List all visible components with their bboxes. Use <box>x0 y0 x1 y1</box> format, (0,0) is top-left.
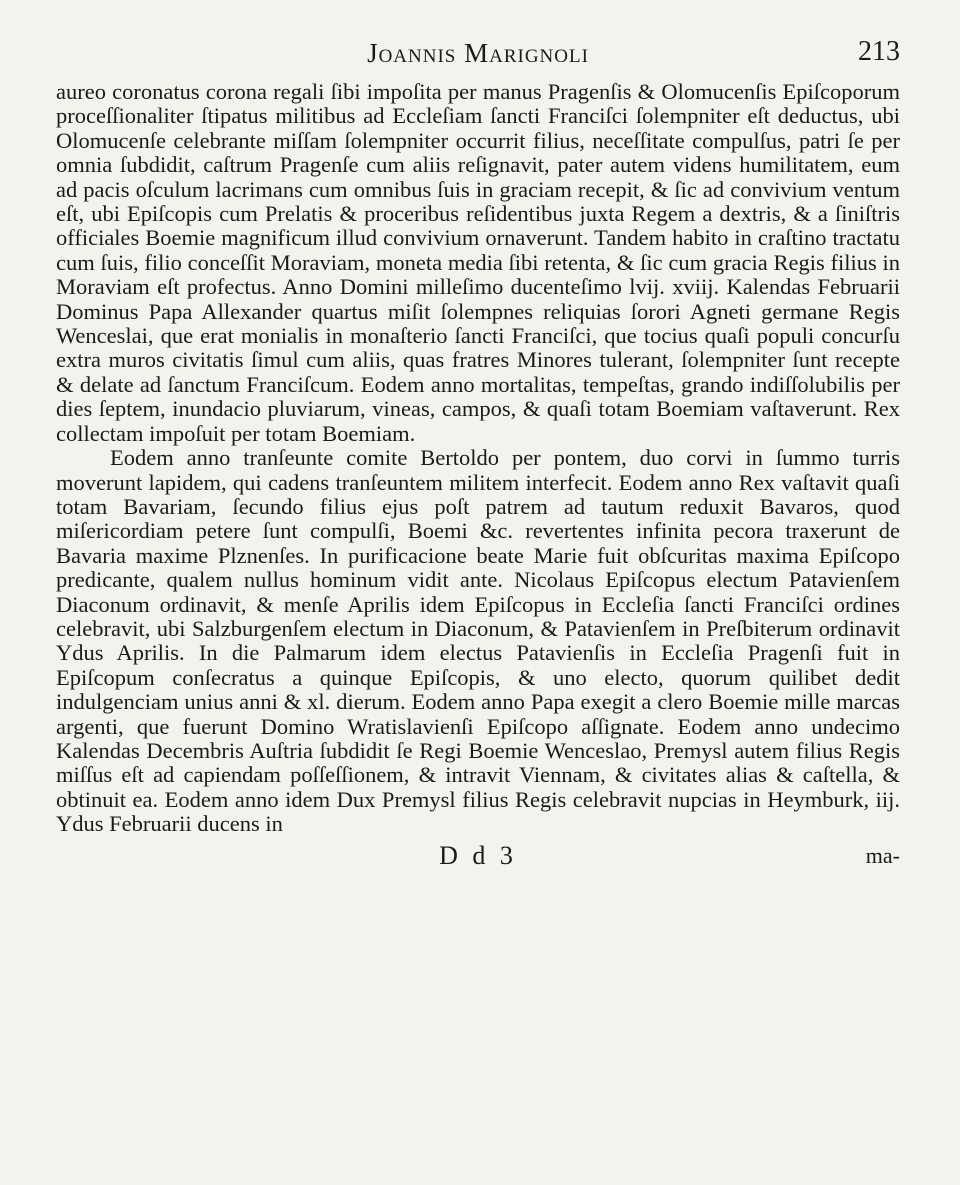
paragraph-1: aureo coronatus corona regali ſibi impoſita per manus Pragenſis & Olomucenſis Epiſcoporum proceſſionaliter ſtipatus militibus ad Eccleſiam ſancti Franciſci ſolempniter eſt deductus, ubi Olomucenſe celebrante miſſam ſolempniter occurrit filius, neceſſitate compulſus, patri ſe per omnia ſubdidit, caſtrum Pragenſe cum aliis reſignavit, pater autem videns humilitatem, eum ad pacis oſculum lacrimans cum omnibus ſuis in graciam recepit, & ſic ad convivium ventum eſt, ubi Epiſcopis cum Prelatis & proceribus reſidentibus juxta Regem a dextris, & a ſiniſtris officiales Boemie magnificum illud convivium ornaverunt. Tandem habito in craſtino tractatu cum ſuis, filio conceſſit Moraviam, moneta media ſibi retenta, & ſic cum gracia Regis filius in Moraviam eſt profectus. Anno Domini milleſimo ducenteſimo lvij. xviij. Kalendas Februarii Dominus Papa Allexander quartus miſit ſolempnes reliquias ſorori Agneti germane Regis Wenceslai, que erat monialis in monaſterio ſancti Franciſci, que tocius quaſi populi concurſu extra muros civitatis ſimul cum aliis, quas fratres Minores tulerant, ſolempniter ſunt recepte & delate ad ſanctum Franciſcum. Eodem anno mortalitas, tempeſtas, grando indiſſolubilis per dies ſeptem, inundacio pluviarum, vineas, campos, & quaſi totam Boemiam vaſtaverunt. Rex collectam impoſuit per totam Boemiam. <box>56 79 900 446</box>
body-text <box>56 80 900 837</box>
paragraph-2: Eodem anno tranſeunte comite Bertoldo per pontem, duo corvi in ſummo turris moverunt lapidem, qui cadens tranſeuntem militem interfecit. Eodem anno Rex vaſtavit quaſi totam Bavariam, ſecundo filius ejus poſt patrem ad tautum reduxit Bavaros, quod miſericordiam petere ſunt compulſi, Boemi &c. revertentes infinita pecora traxerunt de Bavaria maxime Plznenſes. In purificacione beate Marie fuit obſcuritas maxima Epiſcopo predicante, qualem nullus hominum vidit ante. Nicolaus Epiſcopus electum Patavienſem Diaconum ordinavit, & menſe Aprilis idem Epiſcopus in Eccleſia ſancti Franciſci ordines celebravit, ubi Salzburgenſem electum in Diaconum, & Patavienſem in Preſbiterum ordinavit Ydus Aprilis. In die Palmarum idem electus Patavienſis in Eccleſia Pragenſi fuit in Epiſcopum conſecratus a quinque Epiſcopis, & uno electo, quorum quilibet dedit indulgenciam unius anni & xl. dierum. Eodem anno Papa exegit a clero Boemie mille marcas argenti, que fuerunt Domino Wratislavienſi Epiſcopo aſſignate. Eodem anno undecimo Kalendas Decembris Auſtria ſubdidit ſe Regi Boemie Wenceslao, Premysl autem filius Regis miſſus eſt ad capiendam poſſeſſionem, & intravit Viennam, & civitates alias & caſtella, & obtinuit ea. Eodem anno idem Dux Premysl filius Regis celebravit nupcias in Heymburk, iij. Ydus Februarii ducens in <box>56 445 900 837</box>
page-header <box>56 30 900 74</box>
page-footer <box>56 841 900 875</box>
page-number: 213 <box>858 36 900 67</box>
signature-mark: D d 3 <box>439 840 517 870</box>
running-head: Joannis Marignoli <box>367 38 589 68</box>
catchword: ma- <box>865 842 900 868</box>
